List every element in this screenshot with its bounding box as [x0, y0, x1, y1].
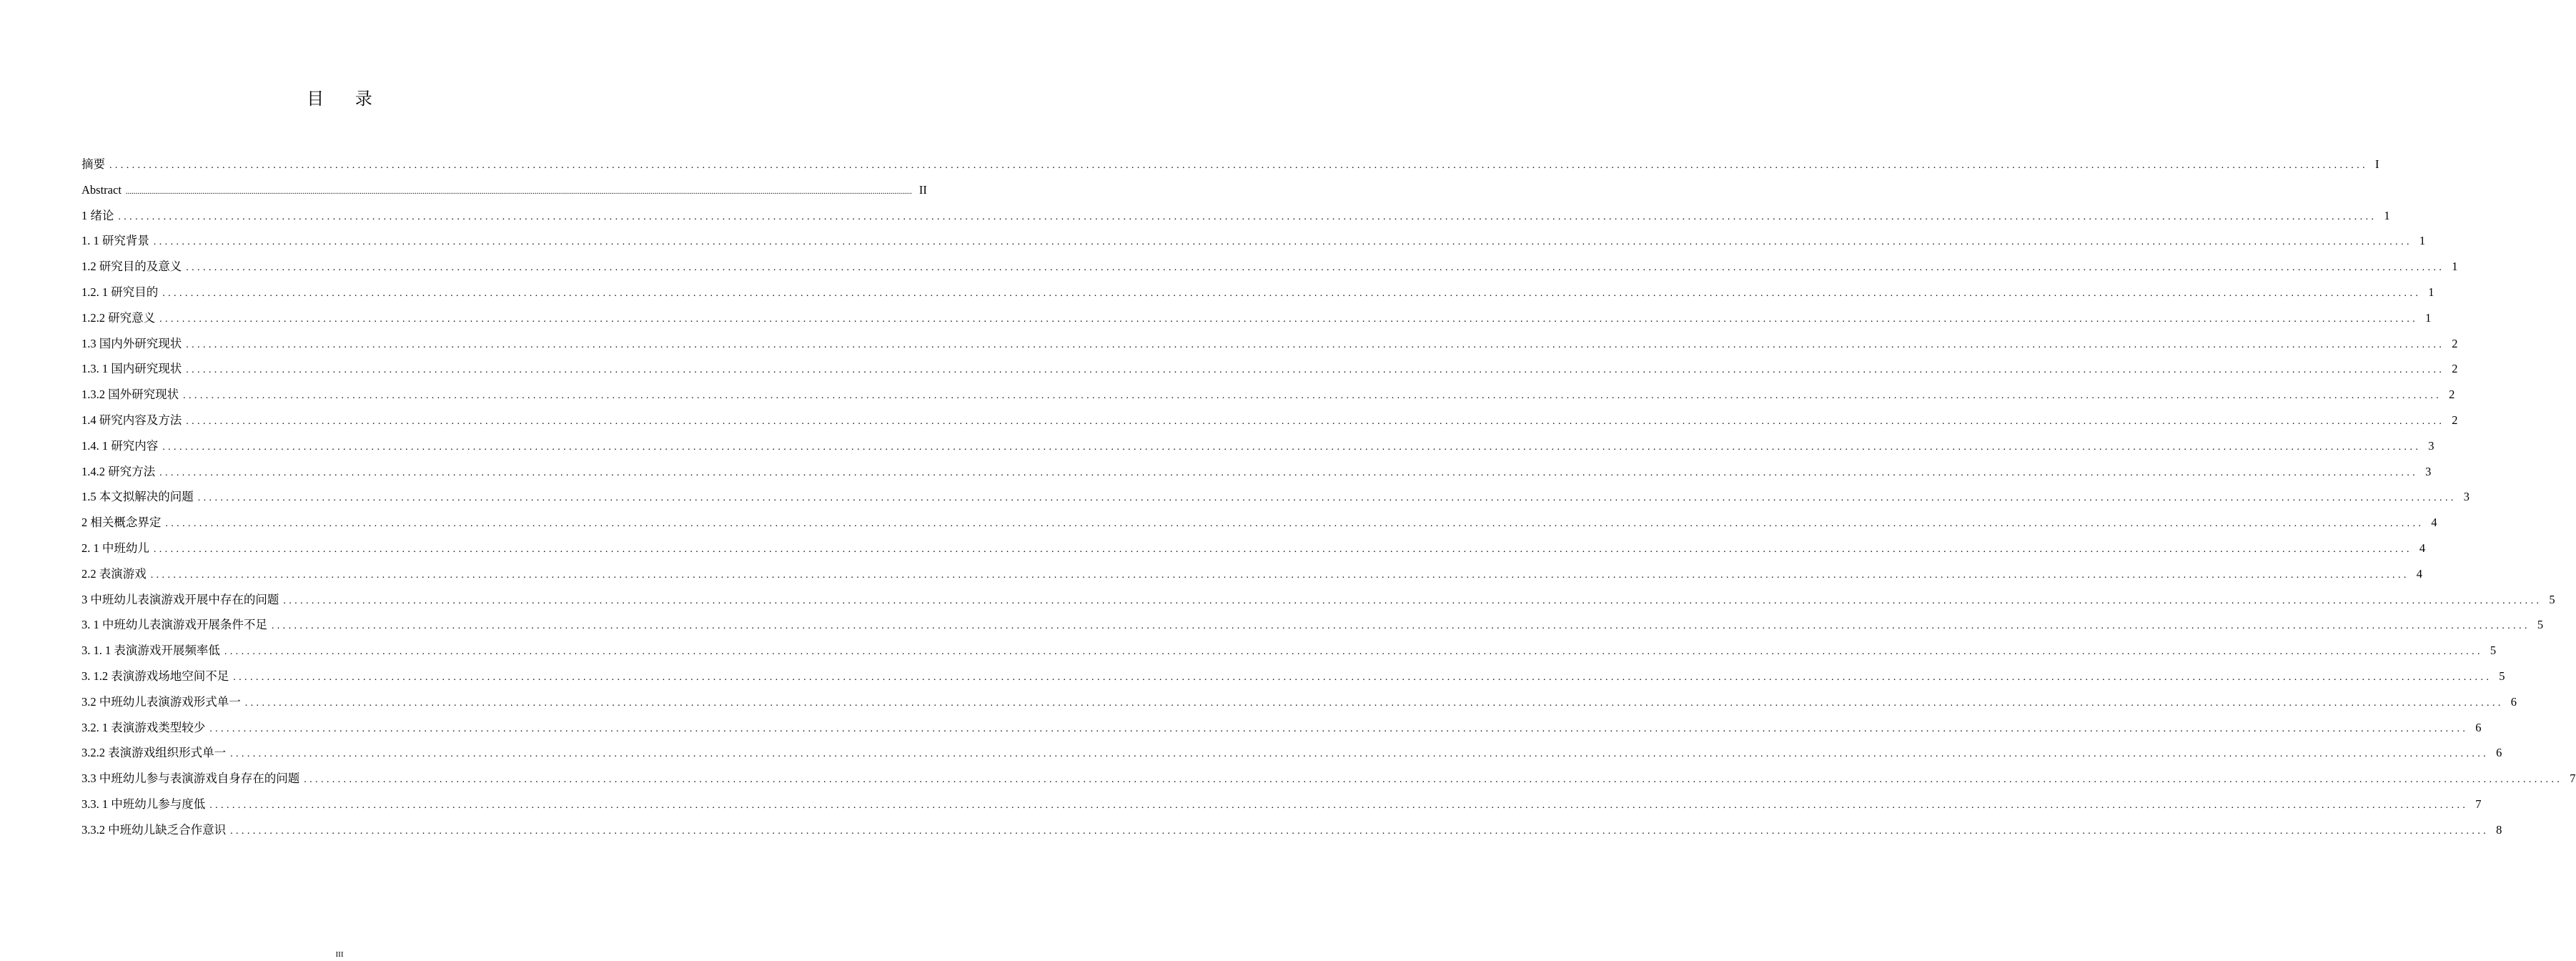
toc-entry-label: 3.2.2 表演游戏组织形式单一	[81, 746, 227, 760]
toc-dot-leader: ................................................................................................................................................................................................................................................................................................................................................................................................................	[159, 313, 2419, 325]
toc-entry[interactable]	[81, 715, 2482, 741]
toc-entry-label: 1.2. 1 研究目的	[81, 285, 159, 299]
toc-dot-leader: ................................................................................................................................................................................................................................................................................................................................................................................................................	[233, 671, 2492, 683]
toc-dot-leader: ................................................................................................................................................................................................................................................................................................................................................................................................................	[153, 237, 2412, 248]
toc-entry-label: 3. 1. 1 表演游戏开展频率低	[81, 644, 220, 658]
toc-entry[interactable]	[81, 331, 2458, 357]
toc-entry-label: 2. 1 中班幼儿	[81, 541, 149, 555]
toc-dot-leader: ................................................................................................................................................................................................................................................................................................................................................................................................................	[125, 187, 912, 196]
toc-entry-label: 1.3. 1 国内研究现状	[81, 362, 182, 376]
toc-dot-leader: ................................................................................................................................................................................................................................................................................................................................................................................................................	[283, 595, 2542, 606]
toc-entry-label: 1.4. 1 研究内容	[81, 438, 159, 453]
toc-entry[interactable]	[81, 203, 2390, 229]
toc-entry[interactable]	[81, 689, 2517, 715]
toc-entry[interactable]	[81, 792, 2482, 817]
toc-entry-label: 1 绪论	[81, 208, 114, 222]
toc-dot-leader: ................................................................................................................................................................................................................................................................................................................................................................................................................	[197, 493, 2457, 504]
toc-entry-page-number: 1	[2384, 208, 2390, 222]
toc-entry-label: 3. 1.2 表演游戏场地空间不足	[81, 669, 229, 683]
toc-entry[interactable]	[81, 228, 2426, 254]
toc-dot-leader: ................................................................................................................................................................................................................................................................................................................................................................................................................	[224, 646, 2483, 658]
toc-entry-label: 3.3 中班幼儿参与表演游戏自身存在的问题	[81, 772, 300, 786]
toc-entry[interactable]	[81, 817, 2502, 843]
page-number-footer: III	[335, 950, 344, 959]
toc-entry[interactable]	[81, 254, 2458, 280]
toc-dot-leader: ................................................................................................................................................................................................................................................................................................................................................................................................................	[230, 749, 2490, 760]
toc-entry-label: 1.3 国内外研究现状	[81, 336, 182, 350]
table-of-contents	[81, 152, 2576, 843]
toc-entry[interactable]	[81, 408, 2458, 433]
toc-entry-page-number: 7	[2570, 772, 2576, 786]
toc-entry-page-number: II	[918, 182, 927, 197]
toc-entry-page-number: 2	[2449, 388, 2455, 402]
toc-entry[interactable]	[81, 177, 927, 203]
toc-entry-page-number: 2	[2452, 413, 2458, 427]
toc-entry[interactable]	[81, 664, 2505, 689]
page-title: 目 录	[307, 89, 385, 109]
toc-entry-page-number: I	[2375, 157, 2379, 171]
toc-entry[interactable]	[81, 612, 2544, 638]
toc-entry-page-number: 1	[2419, 234, 2426, 248]
toc-entry[interactable]	[81, 433, 2434, 459]
toc-entry-label: 1.2 研究目的及意义	[81, 260, 182, 274]
toc-entry-label: 1. 1 研究背景	[81, 234, 149, 248]
toc-entry-label: 1.3.2 国外研究现状	[81, 388, 179, 402]
toc-entry-label: 1.4.2 研究方法	[81, 464, 156, 478]
toc-dot-leader: ................................................................................................................................................................................................................................................................................................................................................................................................................	[304, 774, 2563, 786]
toc-entry[interactable]	[81, 305, 2432, 331]
toc-entry-page-number: 6	[2475, 720, 2482, 734]
toc-entry-page-number: 4	[2419, 541, 2426, 555]
toc-dot-leader: ................................................................................................................................................................................................................................................................................................................................................................................................................	[118, 211, 2377, 222]
toc-dot-leader: ................................................................................................................................................................................................................................................................................................................................................................................................................	[150, 569, 2409, 581]
toc-entry-label: 1.4 研究内容及方法	[81, 413, 182, 427]
toc-dot-leader: ................................................................................................................................................................................................................................................................................................................................................................................................................	[244, 697, 2504, 709]
toc-entry-label: 摘要	[81, 157, 105, 171]
toc-entry-page-number: 4	[2431, 516, 2437, 530]
toc-entry-label: Abstract	[81, 182, 122, 197]
toc-entry-label: 3 中班幼儿表演游戏开展中存在的问题	[81, 592, 279, 606]
toc-entry-page-number: 3	[2428, 438, 2434, 453]
toc-entry-label: 3. 1 中班幼儿表演游戏开展条件不足	[81, 618, 267, 632]
toc-entry-label: 1.2.2 研究意义	[81, 310, 156, 325]
toc-entry-page-number: 4	[2416, 566, 2422, 581]
toc-entry-page-number: 6	[2510, 694, 2517, 709]
toc-entry[interactable]	[81, 382, 2455, 408]
toc-entry[interactable]	[81, 561, 2422, 587]
toc-entry[interactable]	[81, 536, 2426, 561]
toc-entry-page-number: 6	[2496, 746, 2502, 760]
toc-entry[interactable]	[81, 280, 2434, 305]
toc-entry-page-number: 1	[2428, 285, 2434, 299]
toc-entry-page-number: 7	[2475, 797, 2482, 811]
toc-entry-label: 2.2 表演游戏	[81, 566, 147, 581]
toc-entry-page-number: 5	[2490, 644, 2497, 658]
toc-entry[interactable]	[81, 152, 2379, 177]
toc-entry-page-number: 2	[2452, 336, 2458, 350]
toc-entry-label: 3.3.2 中班幼儿缺乏合作意识	[81, 822, 227, 837]
toc-entry[interactable]	[81, 484, 2470, 510]
toc-entry-label: 3.2. 1 表演游戏类型较少	[81, 720, 206, 734]
toc-entry-label: 2 相关概念界定	[81, 516, 162, 530]
toc-entry[interactable]	[81, 740, 2502, 766]
toc-entry-label: 3.3. 1 中班幼儿参与度低	[81, 797, 206, 811]
toc-entry-page-number: 5	[2549, 592, 2555, 606]
toc-entry-page-number: 3	[2425, 464, 2432, 478]
toc-dot-leader: ................................................................................................................................................................................................................................................................................................................................................................................................................	[230, 825, 2490, 837]
toc-dot-leader: ................................................................................................................................................................................................................................................................................................................................................................................................................	[162, 441, 2422, 453]
toc-dot-leader: ................................................................................................................................................................................................................................................................................................................................................................................................................	[183, 390, 2442, 402]
toc-dot-leader: ................................................................................................................................................................................................................................................................................................................................................................................................................	[186, 415, 2445, 427]
toc-entry[interactable]	[81, 510, 2437, 536]
toc-entry-page-number: 1	[2452, 260, 2458, 274]
toc-entry-label: 1.5 本文拟解决的问题	[81, 490, 194, 504]
toc-dot-leader: ................................................................................................................................................................................................................................................................................................................................................................................................................	[271, 621, 2530, 632]
toc-entry[interactable]	[81, 587, 2555, 613]
toc-dot-leader: ................................................................................................................................................................................................................................................................................................................................................................................................................	[186, 365, 2445, 376]
toc-dot-leader: ................................................................................................................................................................................................................................................................................................................................................................................................................	[109, 160, 2368, 171]
toc-entry-page-number: 5	[2537, 618, 2544, 632]
toc-dot-leader: ................................................................................................................................................................................................................................................................................................................................................................................................................	[153, 543, 2412, 555]
toc-entry[interactable]	[81, 638, 2497, 664]
toc-entry[interactable]	[81, 459, 2432, 485]
toc-dot-leader: ................................................................................................................................................................................................................................................................................................................................................................................................................	[186, 262, 2445, 274]
toc-dot-leader: ................................................................................................................................................................................................................................................................................................................................................................................................................	[209, 723, 2469, 734]
toc-dot-leader: ................................................................................................................................................................................................................................................................................................................................................................................................................	[209, 799, 2469, 811]
toc-entry[interactable]	[81, 766, 2576, 792]
toc-dot-leader: ................................................................................................................................................................................................................................................................................................................................................................................................................	[159, 467, 2419, 478]
toc-dot-leader: ................................................................................................................................................................................................................................................................................................................................................................................................................	[186, 339, 2445, 350]
toc-dot-leader: ................................................................................................................................................................................................................................................................................................................................................................................................................	[165, 518, 2424, 530]
toc-entry[interactable]	[81, 356, 2458, 382]
toc-dot-leader: ................................................................................................................................................................................................................................................................................................................................................................................................................	[162, 287, 2422, 299]
toc-entry-label: 3.2 中班幼儿表演游戏形式单一	[81, 694, 241, 709]
toc-entry-page-number: 3	[2463, 490, 2470, 504]
toc-entry-page-number: 2	[2452, 362, 2458, 376]
toc-entry-page-number: 1	[2425, 310, 2432, 325]
toc-entry-page-number: 8	[2496, 822, 2502, 837]
toc-entry-page-number: 5	[2499, 669, 2505, 683]
